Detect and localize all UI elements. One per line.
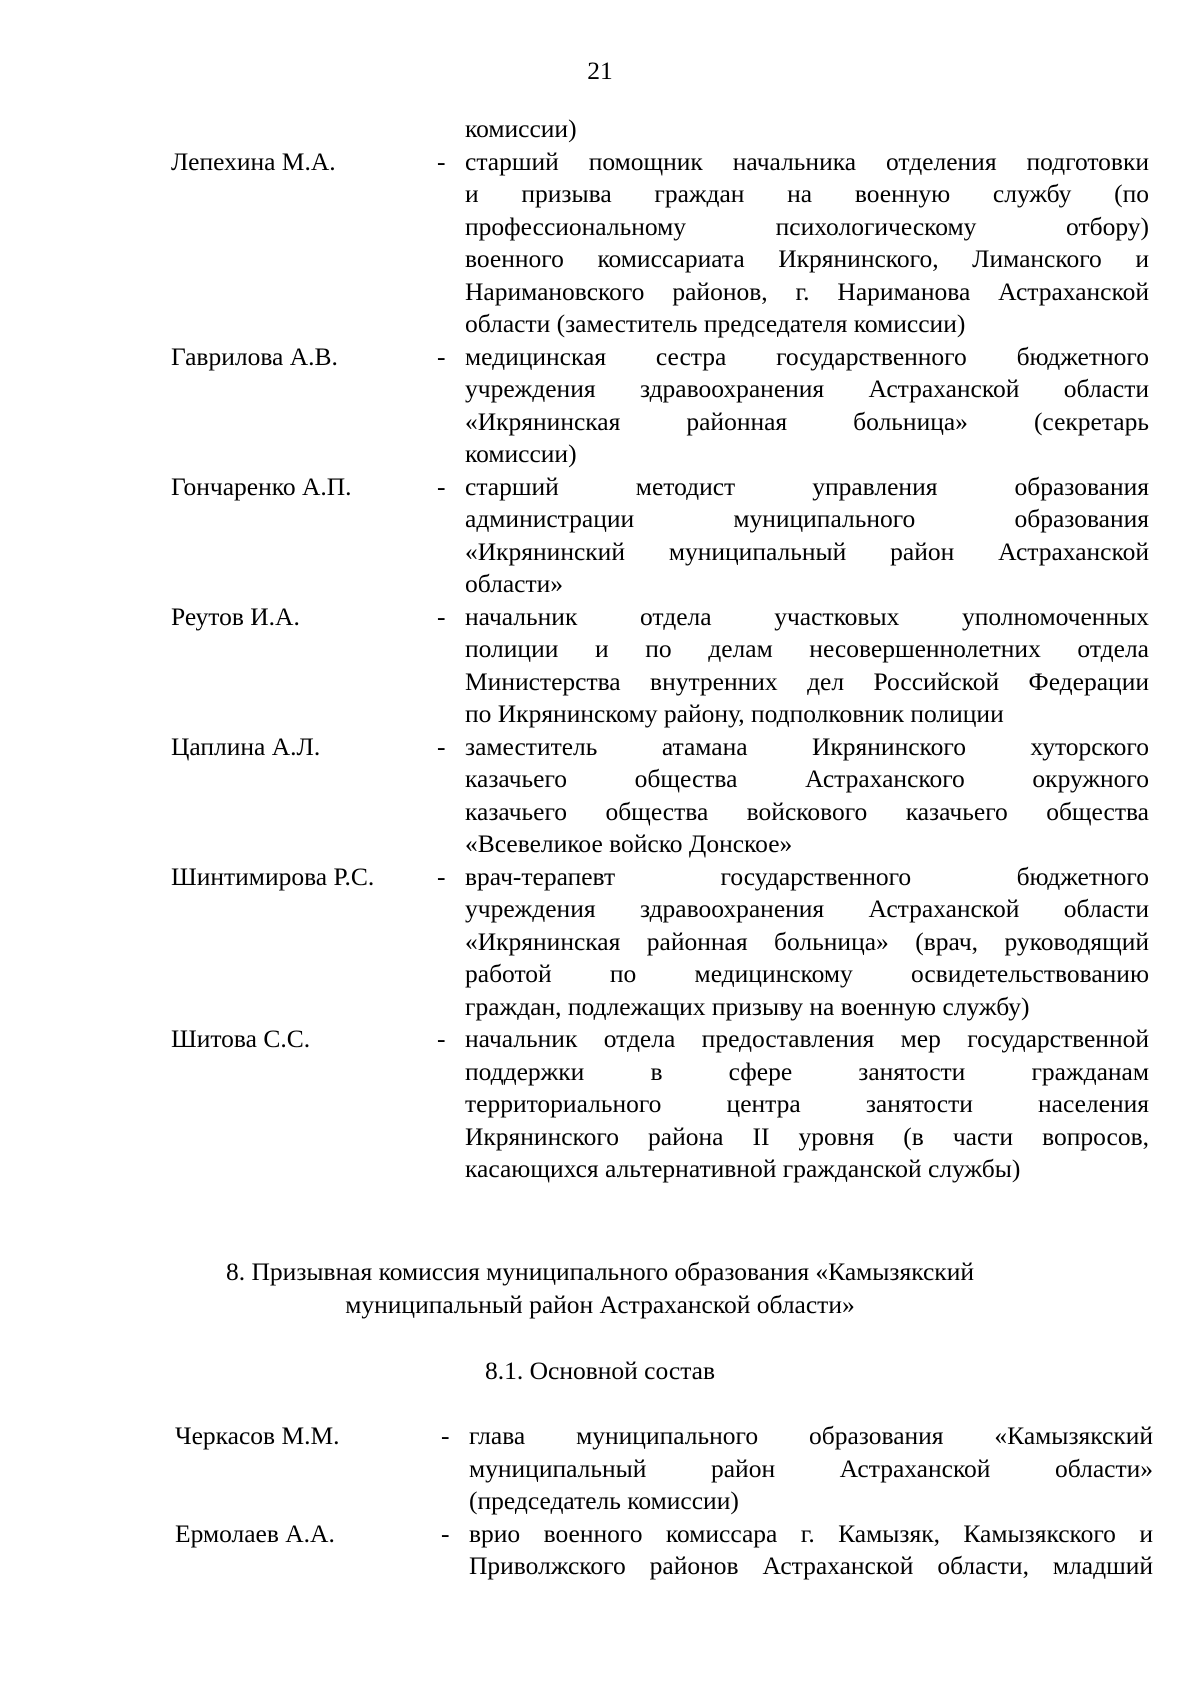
continuation-row <box>171 113 1149 146</box>
position-line: профессиональному психологическому отбору) <box>465 211 1149 241</box>
member-position <box>465 601 1149 731</box>
member-name: Ермолаев А.А. <box>175 1518 335 1548</box>
position-line: врач-терапевт государственного бюджетного <box>465 861 1149 891</box>
position-line: «Всевеликое войско Донское» <box>465 829 793 858</box>
position-line: «Икрянинская районная больница» (врач, руководящий <box>465 926 1149 956</box>
position-line: Наримановского районов, г. Нариманова Астраханской <box>465 276 1149 306</box>
position-line: начальник отдела участковых уполномоченных <box>465 601 1149 631</box>
position-line: муниципальный район Астраханской области» <box>469 1453 1153 1483</box>
member-row <box>171 146 1149 341</box>
member-row <box>175 1420 1153 1518</box>
position-line: «Икрянинский муниципальный район Астраханской <box>465 536 1149 566</box>
position-line: комиссии) <box>465 439 577 468</box>
position-line: администрации муниципального образования <box>465 504 1149 533</box>
member-position <box>465 731 1149 861</box>
position-line: Министерства внутренних дел Российской Федерации <box>465 666 1149 696</box>
position-line: Икрянинского района II уровня (в части вопросов, <box>465 1121 1149 1151</box>
position-line: учреждения здравоохранения Астраханской области <box>465 894 1149 923</box>
member-name: Реутов И.А. <box>171 601 300 631</box>
member-position <box>469 1420 1153 1518</box>
member-dash: - <box>437 601 446 631</box>
member-dash: - <box>441 1421 450 1450</box>
member-dash: - <box>437 146 446 176</box>
member-row <box>171 341 1149 471</box>
member-dash: - <box>437 341 446 371</box>
member-dash: - <box>437 1024 446 1053</box>
position-line: заместитель атамана Икрянинского хуторского <box>465 731 1149 761</box>
member-dash: - <box>437 471 446 501</box>
member-position <box>469 1518 1153 1583</box>
continuation-text: комиссии) <box>465 114 577 143</box>
position-line: казачьего общества войскового казачьего общества <box>465 796 1149 826</box>
position-line: работой по медицинскому освидетельствованию <box>465 959 1149 988</box>
member-position <box>465 471 1149 601</box>
member-list-section-7 <box>171 113 1149 1186</box>
position-line: области (заместитель председателя комиссии) <box>465 309 966 338</box>
position-line: поддержки в сфере занятости гражданам <box>465 1056 1149 1086</box>
member-row <box>171 601 1149 731</box>
member-row <box>171 861 1149 1024</box>
member-dash: - <box>437 731 446 761</box>
member-list-section-8 <box>175 1420 1153 1583</box>
position-line: военного комиссариата Икрянинского, Лиманского и <box>465 244 1149 273</box>
member-position <box>465 146 1149 341</box>
position-line: по Икрянинскому району, подполковник полиции <box>465 699 1004 728</box>
position-line: старший методист управления образования <box>465 471 1149 501</box>
member-row <box>171 1023 1149 1186</box>
page-number: 21 <box>587 56 613 85</box>
member-name: Шинтимирова Р.С. <box>171 861 375 891</box>
position-line: учреждения здравоохранения Астраханской области <box>465 374 1149 403</box>
position-line: врио военного комиссара г. Камызяк, Камызякского и <box>469 1518 1153 1548</box>
member-row <box>175 1518 1153 1583</box>
position-line: области» <box>465 569 563 598</box>
section-heading <box>0 1255 1200 1321</box>
position-line: «Икрянинская районная больница» (секретарь <box>465 406 1149 436</box>
member-name: Черкасов М.М. <box>175 1421 340 1450</box>
position-line: глава муниципального образования «Камызякский <box>469 1421 1153 1450</box>
member-position <box>465 341 1149 471</box>
position-line: старший помощник начальника отделения подготовки <box>465 146 1149 176</box>
member-position <box>465 1023 1149 1186</box>
subsection-heading: 8.1. Основной состав <box>484 1356 716 1385</box>
member-name: Гончаренко А.П. <box>171 471 352 501</box>
position-line: Приволжского районов Астраханской области, младший <box>469 1551 1153 1580</box>
member-position <box>465 861 1149 1024</box>
position-line: (председатель комиссии) <box>469 1486 739 1515</box>
position-line: и призыва граждан на военную службу (по <box>465 179 1149 208</box>
member-name: Лепехина М.А. <box>171 146 336 176</box>
position-line: начальник отдела предоставления мер государственной <box>465 1024 1149 1053</box>
member-name: Шитова С.С. <box>171 1024 311 1053</box>
member-dash: - <box>441 1518 450 1548</box>
member-dash: - <box>437 861 446 891</box>
member-name: Гаврилова А.В. <box>171 341 338 371</box>
member-name: Цаплина А.Л. <box>171 731 321 761</box>
section-heading-line: 8. Призывная комиссия муниципального образования «Камызякский <box>226 1257 974 1286</box>
position-line: казачьего общества Астраханского окружного <box>465 764 1149 793</box>
section-heading-line: муниципальный район Астраханской области» <box>345 1290 855 1319</box>
position-line: полиции и по делам несовершеннолетних отдела <box>465 634 1149 663</box>
position-line: граждан, подлежащих призыву на военную службу) <box>465 991 1030 1021</box>
member-row <box>171 471 1149 601</box>
position-line: касающихся альтернативной гражданской службы) <box>465 1154 1021 1183</box>
position-line: медицинская сестра государственного бюджетного <box>465 341 1149 371</box>
position-line: территориального центра занятости населения <box>465 1089 1149 1118</box>
member-row <box>171 731 1149 861</box>
